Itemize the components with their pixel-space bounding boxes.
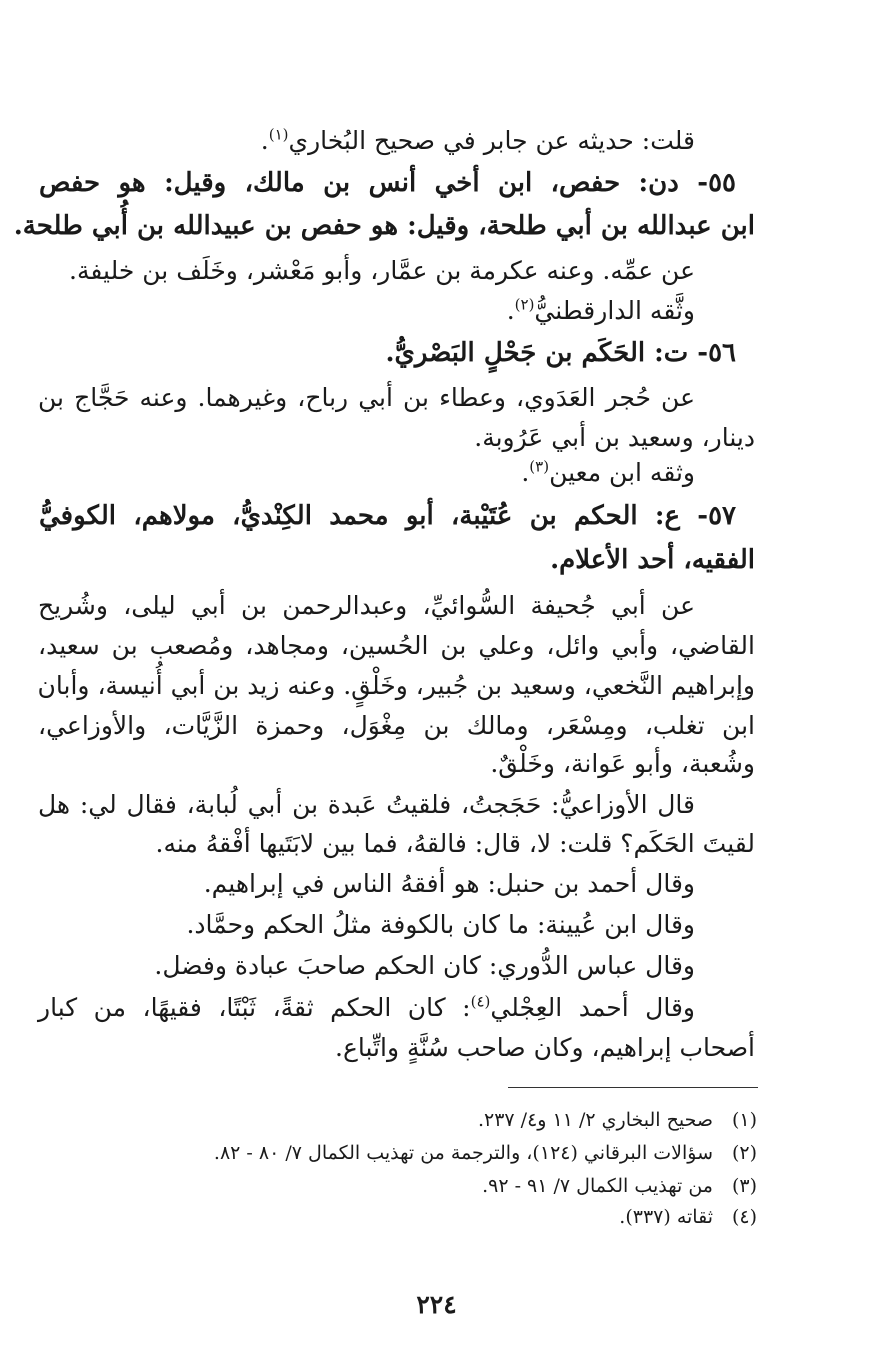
text-line: عن عمِّه. وعنه عكرمة بن عمَّار، وأبو مَعْشر، وخَلَف بن خليفة. <box>69 256 695 285</box>
text-line: ابن تغلب، ومِسْعَر، ومالك بن مِغْوَل، وحمزة الزَّيَّات، والأوزاعي، <box>38 711 755 740</box>
line-text: وثَّقه الدارقطنيُّ <box>534 296 695 325</box>
footnote-ref: (١) <box>268 125 289 144</box>
text-line <box>261 123 695 159</box>
footnote <box>619 1204 757 1230</box>
line-end: . <box>521 458 530 487</box>
footnote-text: من تهذيب الكمال ٧/ ٩١ - ٩٢. <box>482 1175 713 1197</box>
footnote-number: (٤) <box>731 1206 757 1228</box>
entry-heading-57: ٥٧- ع: الحكم بن عُتَيْبة، أبو محمد الكِنْديُّ، مولاهم، الكوفيُّ <box>39 501 736 531</box>
text-line: وشُعبة، وأبو عَوانة، وخَلْقٌ. <box>490 749 755 778</box>
text-line: وإبراهيم النَّخعي، وسعيد بن جُبير، وخَلْقٍ. وعنه زيد بن أبي أُنيسة، وأبان <box>37 671 755 700</box>
text-line: دينار، وسعيد بن أبي عَرُوبة. <box>474 423 755 452</box>
line-text-cont: : كان الحكم ثقةً، ثَبْتًا، فقيهًا، من كبار <box>38 993 471 1022</box>
text-line: لقيتَ الحَكَم؟ قلت: لا، قال: فالقهُ، فما بين لابَتَيها أفْقهُ منه. <box>155 829 755 858</box>
entry-heading-56: ٥٦- ت: الحَكَم بن جَحْلٍ البَصْريُّ. <box>385 338 736 368</box>
footnote-text: صحيح البخاري ٢/ ١١ و٤/ ٢٣٧. <box>477 1109 713 1131</box>
entry-heading-55: ٥٥- دن: حفص، ابن أخي أنس بن مالك، وقيل: هو حفص <box>39 168 736 198</box>
line-end: . <box>506 296 515 325</box>
line-end: . <box>260 126 269 155</box>
text-line: عن أبي جُحيفة السُّوائيِّ، وعبدالرحمن بن أبي ليلى، وشُريح <box>38 591 695 620</box>
footnote-text: ثقاته (٣٣٧). <box>619 1206 713 1228</box>
text-line: وقال ابن عُيينة: ما كان بالكوفة مثلُ الحكم وحمَّاد. <box>186 910 695 939</box>
footnote <box>214 1140 757 1166</box>
line-text: وقال أحمد العِجْلي <box>490 993 695 1022</box>
footnote-ref: (٢) <box>514 295 535 314</box>
footnote <box>478 1107 757 1133</box>
entry-heading-55-cont: ابن عبدالله بن أبي طلحة، وقيل: هو حفص بن عبيدالله بن أُبي طلحة. <box>13 211 755 241</box>
footnote <box>482 1173 757 1199</box>
text-line: عن حُجر العَدَوي، وعطاء بن أبي رباح، وغيرهما. وعنه حَجَّاج بن <box>38 383 695 412</box>
text-line <box>507 293 695 329</box>
text-line: وقال أحمد بن حنبل: هو أفقهُ الناس في إبراهيم. <box>203 869 695 898</box>
text-line <box>38 990 695 1026</box>
text-line <box>521 455 695 491</box>
footnote-ref: (٤) <box>470 992 491 1011</box>
footnote-number: (١) <box>731 1109 757 1131</box>
line-text: وثقه ابن معين <box>549 458 695 487</box>
footnote-text: سؤالات البرقاني (١٢٤)، والترجمة من تهذيب الكمال ٧/ ٨٠ - ٨٢. <box>213 1142 713 1164</box>
text-line: قال الأوزاعيُّ: حَجَجتُ، فلقيتُ عَبدة بن أبي لُبابة، فقال لي: هل <box>38 790 695 819</box>
line-text: قلت: حديثه عن جابر في صحيح البُخاري <box>288 126 695 155</box>
footnote-ref: (٣) <box>529 457 550 476</box>
text-line: وقال عباس الدُّوري: كان الحكم صاحبَ عبادة وفضل. <box>154 951 695 980</box>
footnote-divider <box>508 1087 758 1088</box>
footnote-number: (٢) <box>731 1142 757 1164</box>
page-number: ٢٢٤ <box>416 1290 457 1319</box>
text-line: أصحاب إبراهيم، وكان صاحب سُنَّةٍ واتِّباع. <box>335 1033 755 1062</box>
text-line: القاضي، وأبي وائل، وعلي بن الحُسين، ومجاهد، ومُصعب بن سعيد، <box>38 631 755 660</box>
entry-heading-57-cont: الفقيه، أحد الأعلام. <box>550 545 755 575</box>
footnote-number: (٣) <box>731 1175 757 1197</box>
